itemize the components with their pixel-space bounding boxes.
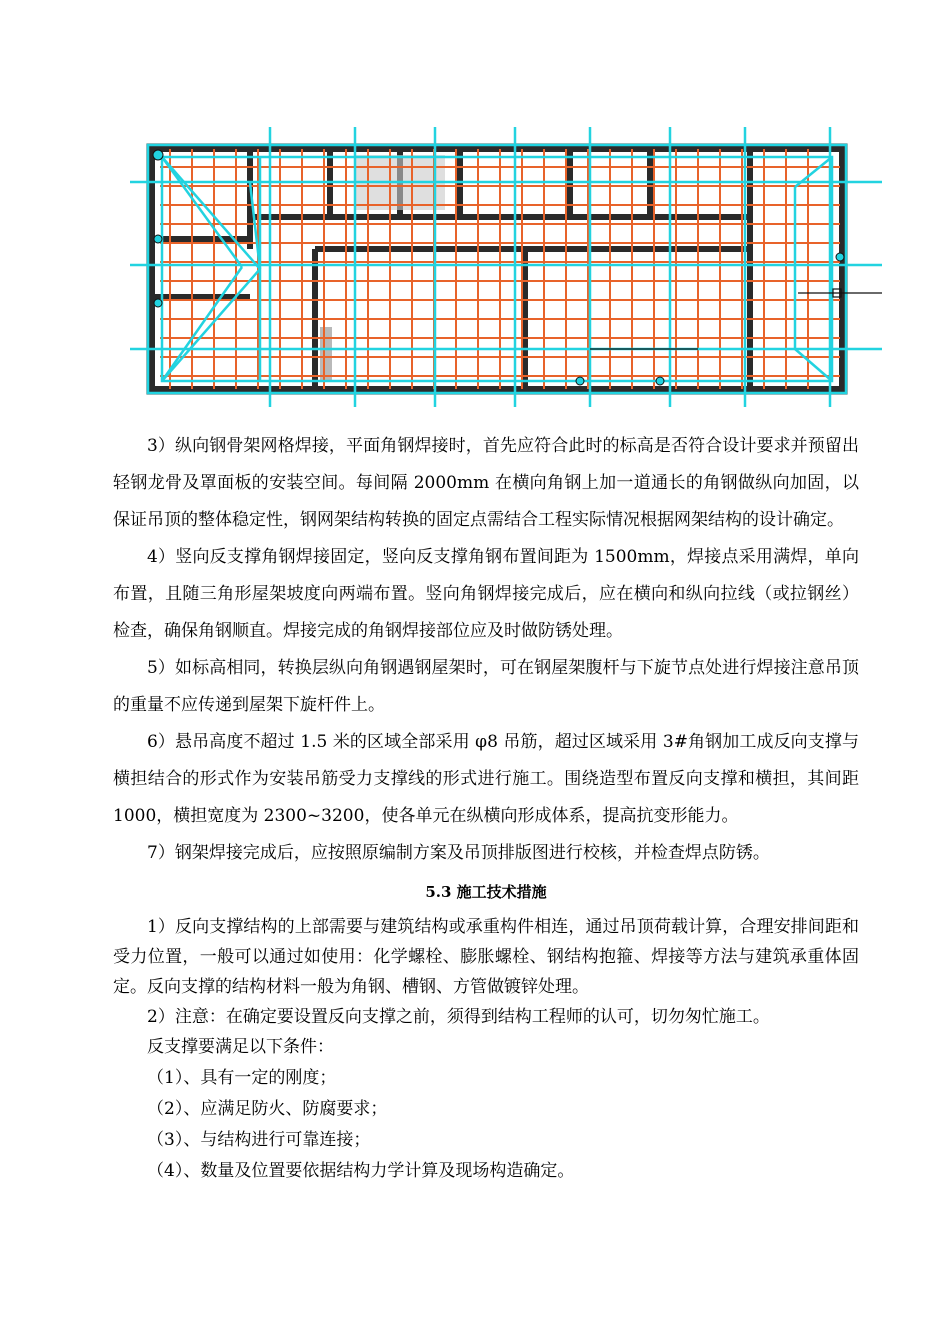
paragraph-item-6: 6）悬吊高度不超过 1.5 米的区域全部采用 φ8 吊筋，超过区域采用 3#角钢加工成反向支撑与横担结合的形式作为安装吊筋受力支撑线的形式进行施工。围绕造型布置反向支撑和横担，其间距 1000，横担宽度为 2300~3200，使各单元在纵横向形成体系，提高抗变形能力。 [113, 732, 859, 826]
condition-item: （4）、数量及位置要依据结构力学计算及现场构造确定。 [147, 1161, 575, 1181]
section-heading: 5.3 施工技术措施 [425, 883, 547, 901]
document-body [113, 428, 859, 1187]
condition-item: （3）、与结构进行可靠连接； [147, 1130, 371, 1150]
condition-item: （1）、具有一定的刚度； [147, 1068, 337, 1088]
measure-item-1: 1）反向支撑结构的上部需要与建筑结构或承重构件相连，通过吊顶荷载计算，合理安排间距和受力位置，一般可以通过如使用：化学螺栓、膨胀螺栓、钢结构抱箍、焊接等方法与建筑承重体固定。反向支撑的结构材料一般为角钢、槽钢、方管做镀锌处理。 [113, 917, 859, 997]
paragraph-item-3: 3）纵向钢骨架网格焊接，平面角钢焊接时，首先应符合此时的标高是否符合设计要求并预留出轻钢龙骨及罩面板的安装空间。每间隔 2000mm 在横向角钢上加一道通长的角钢做纵向加固，以保证吊顶的整体稳定性，钢网架结构转换的固定点需结合工程实际情况根据网架结构的设计确定。 [113, 436, 859, 530]
steel-grid-plan-drawing-icon [130, 127, 882, 407]
ceiling-steel-frame-plan-figure [130, 127, 882, 407]
paragraph-item-5: 5）如标高相同，转换层纵向角钢遇钢屋架时，可在钢屋架腹杆与下旋节点处进行焊接注意吊顶的重量不应传递到屋架下旋杆件上。 [113, 658, 859, 715]
paragraph-item-4: 4）竖向反支撑角钢焊接固定，竖向反支撑角钢布置间距为 1500mm，焊接点采用满焊，单向布置，且随三角形屋架坡度向两端布置。竖向角钢焊接完成后，应在横向和纵向拉线（或拉钢丝）检查，确保角钢顺直。焊接完成的角钢焊接部位应及时做防锈处理。 [113, 547, 859, 641]
condition-item: （2）、应满足防火、防腐要求； [147, 1099, 388, 1119]
conditions-intro: 反支撑要满足以下条件： [147, 1037, 334, 1057]
paragraph-item-7: 7）钢架焊接完成后，应按照原编制方案及吊顶排版图进行校核，并检查焊点防锈。 [147, 843, 770, 863]
measure-item-2: 2）注意：在确定要设置反向支撑之前，须得到结构工程师的认可，切勿匆忙施工。 [147, 1007, 770, 1027]
